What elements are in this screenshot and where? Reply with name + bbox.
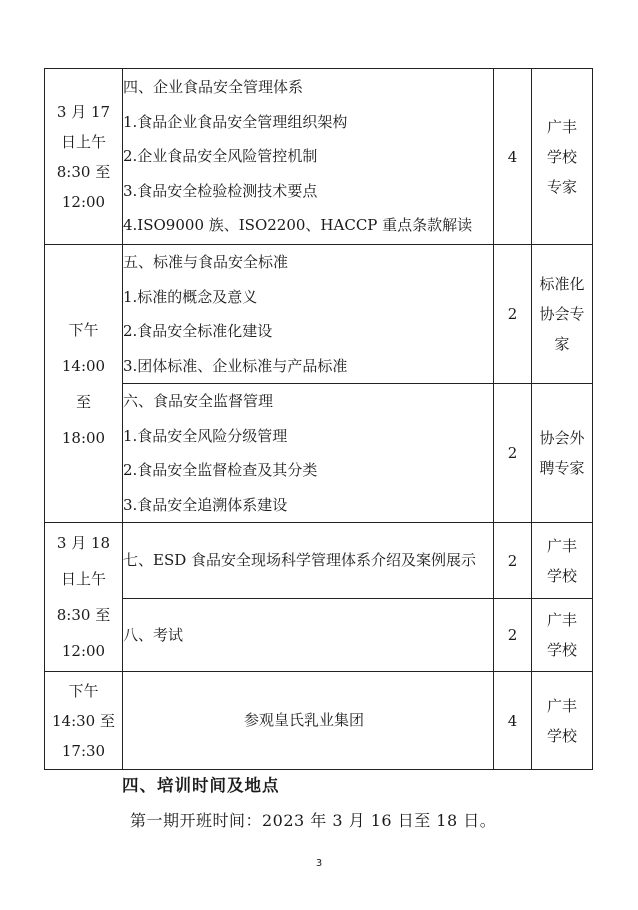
page-number: 3 (315, 858, 323, 869)
time-cell: 下午 14:30 至 17:30 (45, 672, 123, 770)
topic-item: 2.食品安全标准化建设 (123, 322, 273, 340)
topic-item: 2.企业食品安全风险管控机制 (123, 147, 318, 166)
instructor-cell: 广丰 学校 (532, 672, 593, 770)
content-cell (123, 672, 494, 770)
instructor-cell: 广丰 学校 (532, 523, 593, 599)
instructor-cell: 协会外 聘专家 (532, 384, 593, 523)
hours-cell: 2 (494, 599, 532, 672)
hours-cell: 2 (494, 523, 532, 599)
hours-cell: 2 (494, 384, 532, 523)
module-title: 五、标准与食品安全标准 (123, 253, 289, 271)
module-title: 参观皇氏乳业集团 (243, 711, 364, 730)
content-cell (123, 69, 494, 245)
topic-item: 3.团体标准、企业标准与产品标准 (123, 356, 348, 375)
content-cell (123, 523, 494, 599)
hours-cell: 2 (494, 245, 532, 384)
module-title: 四、企业食品安全管理体系 (123, 78, 304, 97)
table-row (45, 69, 593, 245)
table-row (45, 599, 593, 672)
training-schedule-table (44, 68, 593, 770)
time-cell: 下午 14:00 至 18:00 (45, 245, 123, 523)
content-cell (123, 245, 494, 384)
table-row (45, 523, 593, 599)
topic-item: 3.食品安全追溯体系建设 (123, 495, 288, 514)
topic-item: 1.食品安全风险分级管理 (123, 426, 288, 445)
section-heading: 四、培训时间及地点 (122, 776, 280, 795)
time-cell: 3 月 18 日上午 8:30 至 12:00 (45, 523, 123, 672)
topic-item: 1.标准的概念及意义 (123, 287, 258, 306)
hours-cell: 4 (494, 672, 532, 770)
topic-item: 2.食品安全监督检查及其分类 (123, 461, 318, 479)
body-paragraph: 第一期开班时间：2023 年 3 月 16 日至 18 日。 (130, 811, 497, 830)
instructor-cell: 广丰 学校 专家 (532, 69, 593, 245)
content-cell (123, 384, 494, 523)
table-row (45, 384, 593, 523)
module-title: 七、ESD 食品安全现场科学管理体系介绍及案例展示 (123, 551, 477, 570)
topic-item: 1.食品企业食品安全管理组织架构 (123, 112, 348, 131)
instructor-cell: 广丰 学校 (532, 599, 593, 672)
topic-item: 3.食品安全检验检测技术要点 (123, 181, 318, 200)
hours-cell: 4 (494, 69, 532, 245)
module-title: 八、考试 (123, 625, 184, 644)
table-row (45, 672, 593, 770)
content-cell (123, 599, 494, 672)
module-title: 六、食品安全监督管理 (123, 392, 274, 410)
topic-item: 4.ISO9000 族、ISO2200、HACCP 重点条款解读 (123, 216, 473, 235)
time-cell: 3 月 17 日上午 8:30 至 12:00 (45, 69, 123, 245)
instructor-cell: 标准化 协会专 家 (532, 245, 593, 384)
table-row (45, 245, 593, 384)
